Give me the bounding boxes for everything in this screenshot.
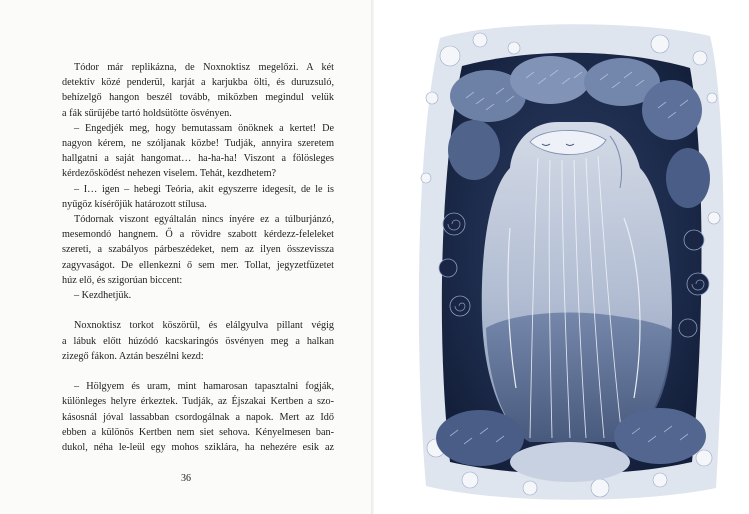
body-text (62, 60, 334, 455)
text-line: Tódor már replikázna, de Noxnoktisz megelőzi. A két (74, 62, 334, 73)
text-line: nyűgöz kísérőjük határozott stílusa. (62, 198, 207, 210)
text-line: detektív közé penderül, karját a karjukba ölti, és duruzsuló, (62, 77, 334, 89)
text-line: zagyvaságot. De ellenkezni ő sem mer. Tollat, jegyzetfüzetet (62, 259, 334, 271)
text-line: Noxnoktisz torkot köszörül, és elálgyulva pillant végig (74, 320, 334, 332)
text-line: dukol, néha le-leül egy mohos sziklára, ha nehezére esik az (62, 442, 334, 454)
text-line: – Hölgyem és uram, mint hamarosan tapasztalni fogják, (74, 381, 334, 393)
text-line: Tódornak viszont egyáltalán nincs ínyére ez a túlburjánzó, (74, 214, 334, 226)
text-line: a lábuk előtt húzódó kacskaringós ösvényen meg a halkan (62, 335, 334, 347)
text-line: a fák sűrűjébe tartó holdsütötte ösvényen. (62, 107, 232, 119)
text-line: kásosnál jóval lassabban csordogálnak a napok. Mert az Idő (62, 411, 334, 423)
text-line: szereti, a szabályos párbeszédeket, nem az ilyen összevissza (62, 244, 334, 256)
paragraph-gap (62, 303, 334, 318)
text-line: különleges helyre érkeztek. Tudják, az Éjszakai Kertben a szo- (62, 396, 334, 408)
text-line: ebben a különös Kertben nem siet sehova. Kényelmesen ban- (62, 426, 334, 438)
text-line: zizegő fákon. Aztán beszélni kezd: (62, 350, 204, 362)
page-number: 36 (181, 473, 191, 484)
text-line: hallgatni a saját hangomat… ha-ha-ha! Viszont a fölösleges (62, 153, 334, 165)
text-line: mesemondó hangnem. Ő a rövidre szabott kérdezz-feleleket (62, 229, 334, 241)
text-line: nagyon kérem, ne szóljanak közbe! Tudják, annyira szeretem (62, 138, 334, 150)
text-line: kérdezősködést nehezen viselem. Tehát, kezdhetem? (62, 168, 277, 180)
text-line: – I… igen – hebegi Teória, akit egyszerre idegesít, de le is (74, 183, 334, 195)
text-line: húz elő, és szigorúan biccent: (62, 274, 183, 286)
text-line: behízelgő hangon beszél tovább, miközben megindul velük (62, 92, 334, 104)
paragraph-gap (62, 364, 334, 379)
text-line: – Engedjék meg, hogy bemutassam önöknek a kertet! De (74, 122, 334, 134)
night-garden-illustration (410, 18, 730, 506)
text-line: – Kezdhetjük. (74, 290, 132, 302)
left-page (0, 0, 372, 514)
